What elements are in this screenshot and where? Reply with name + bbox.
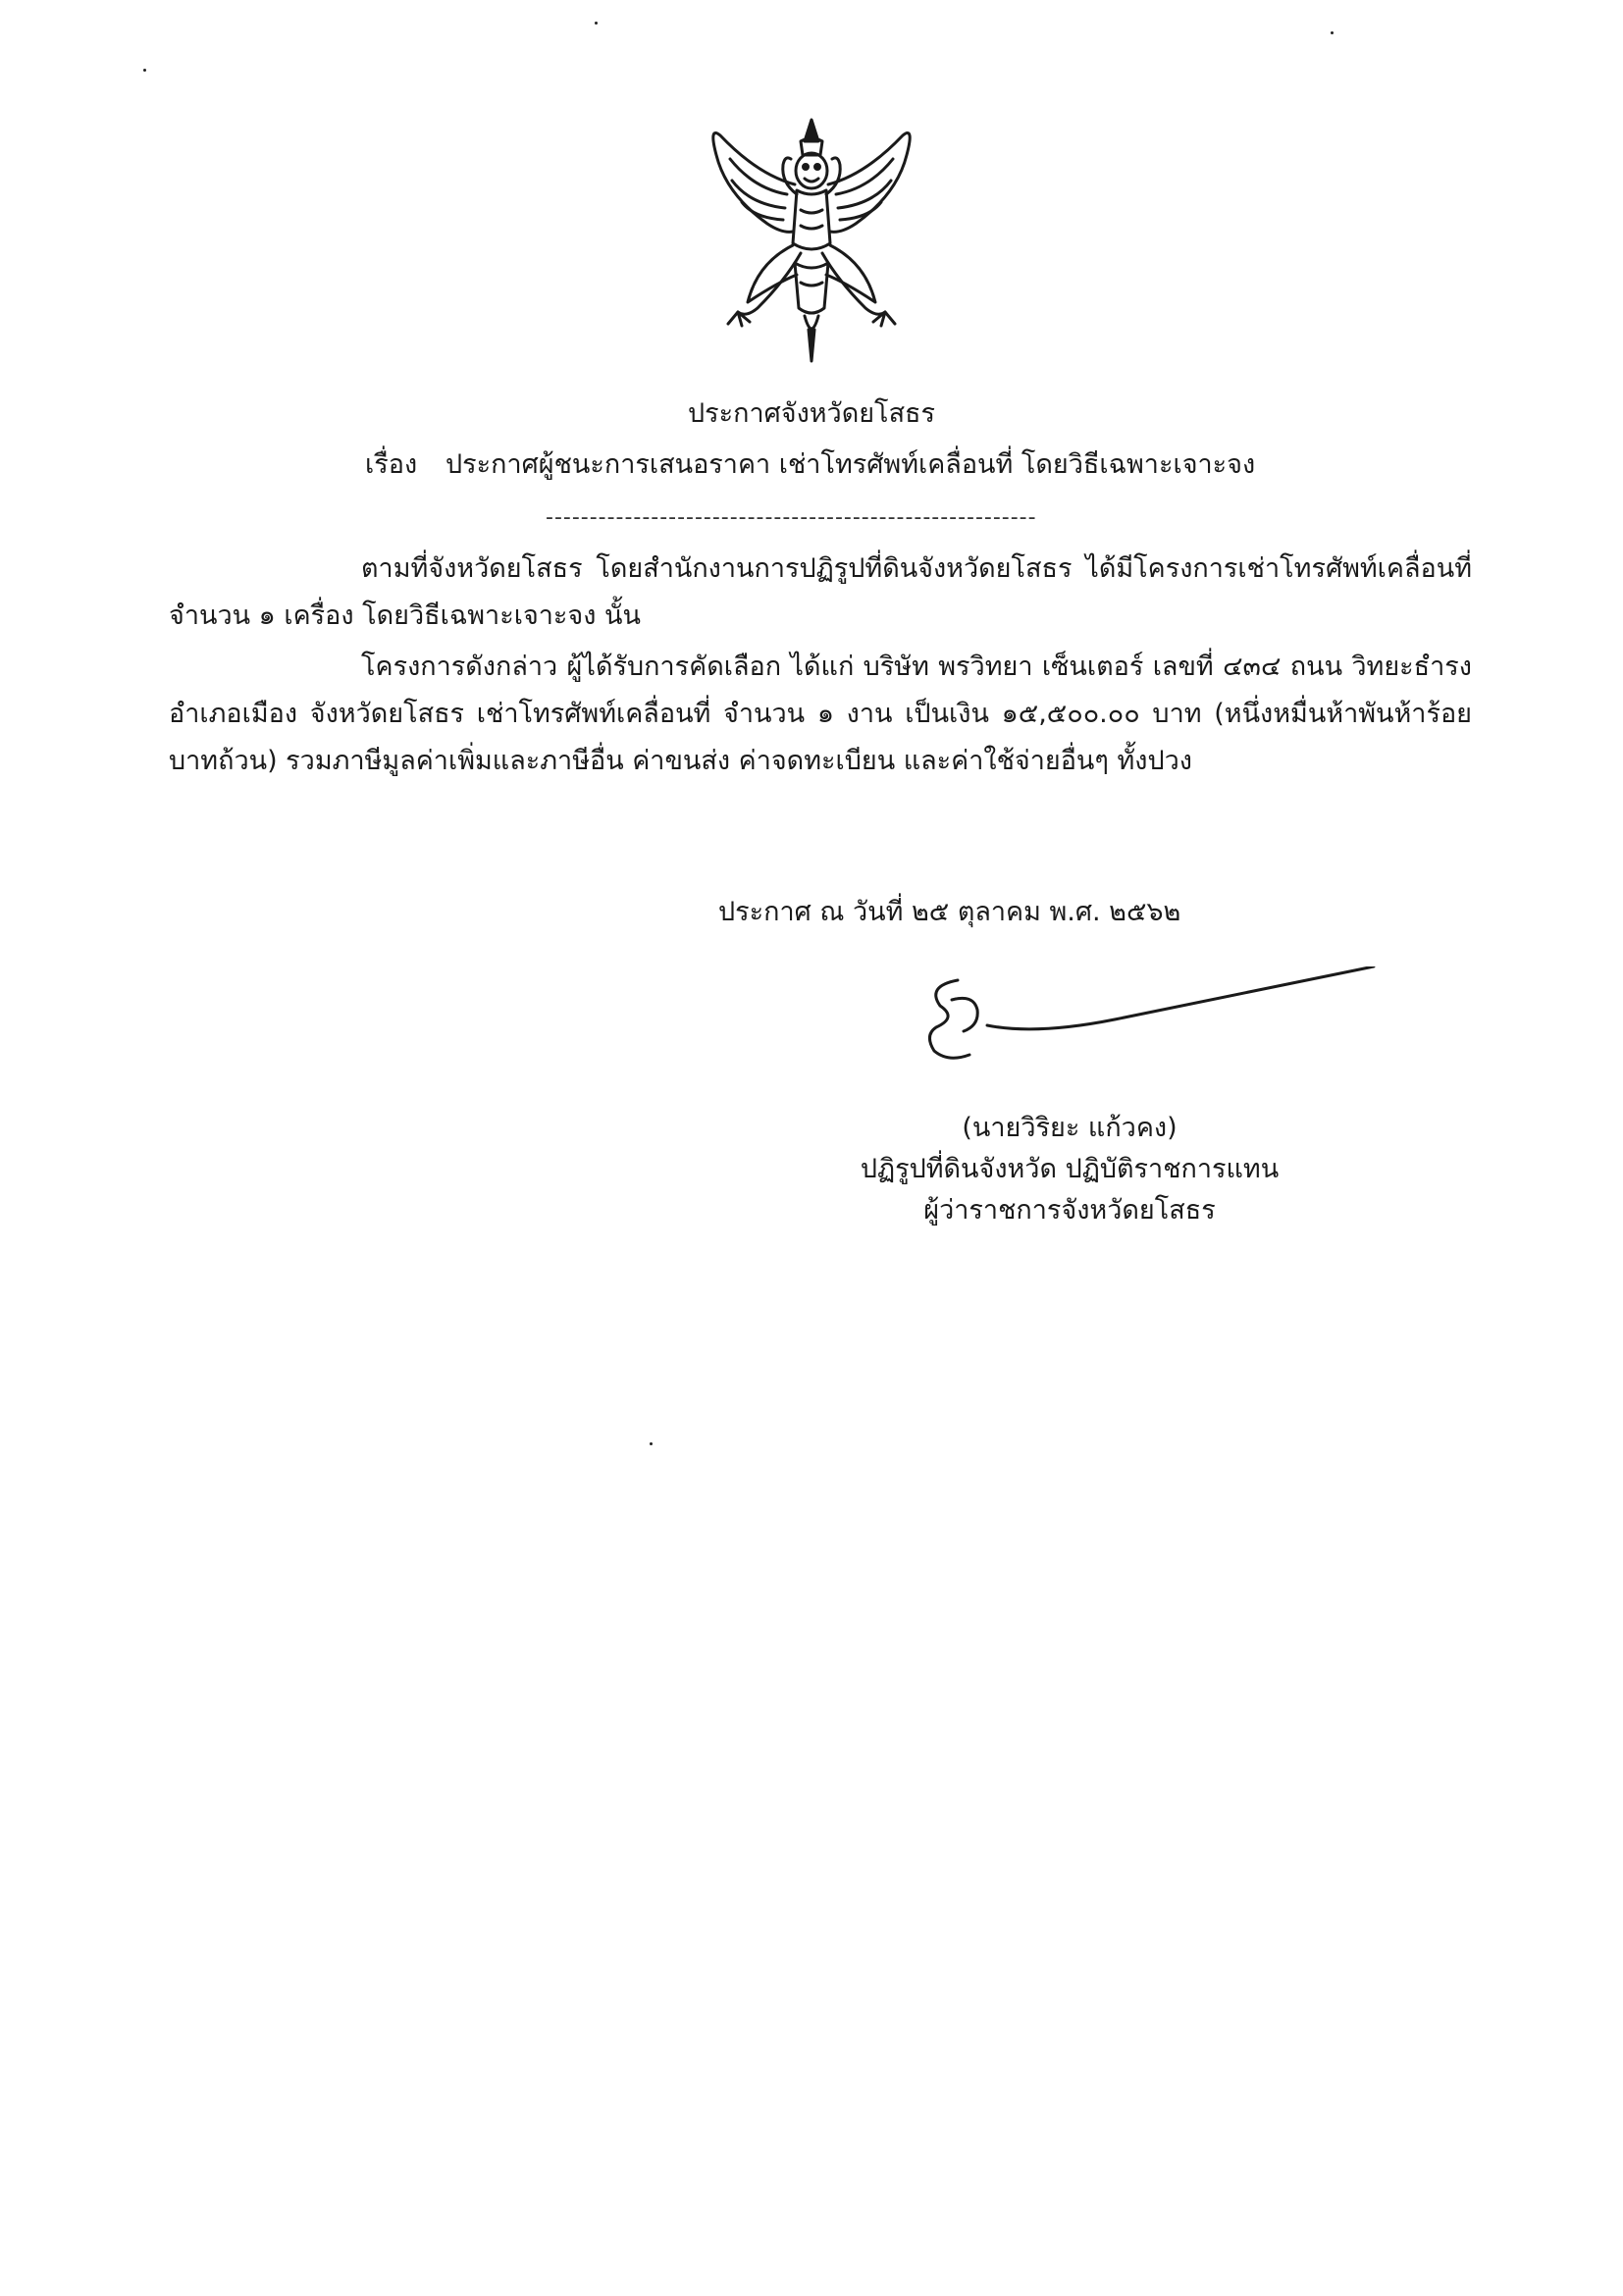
scan-speck: [595, 22, 598, 25]
signer-name: (นายวิริยะ แก้วคง): [962, 1113, 1178, 1143]
scan-speck: [1331, 31, 1334, 34]
signature-icon: [918, 966, 1389, 1074]
announcement-date: ประกาศ ณ วันที่ ๒๕ ตุลาคม พ.ศ. ๒๕๖๒: [718, 897, 1181, 927]
subject-label: เรื่อง: [365, 449, 418, 480]
divider-line: --------------------------------------------------------: [546, 505, 1037, 530]
garuda-emblem-icon: [699, 116, 924, 369]
subject-line: [365, 445, 1255, 485]
body-paragraph-1: ตามที่จังหวัดยโสธร โดยสำนักงานการปฏิรูปที่ดินจังหวัดยโสธร ได้มีโครงการเช่าโทรศัพท์เคลื่อนที่ จำนวน ๑ เครื่อง โดยวิธีเฉพาะเจาะจง นั้น: [169, 553, 1472, 631]
document-title: ประกาศจังหวัดยโสธร: [687, 398, 936, 429]
scan-speck: [143, 69, 146, 72]
subject-text: ประกาศผู้ชนะการเสนอราคา เช่าโทรศัพท์เคลื่อนที่ โดยวิธีเฉพาะเจาะจง: [445, 449, 1256, 480]
signer-position-1: ปฏิรูปที่ดินจังหวัด ปฏิบัติราชการแทน: [860, 1154, 1280, 1184]
signer-position-2: ผู้ว่าราชการจังหวัดยโสธร: [923, 1195, 1216, 1226]
scan-speck: [650, 1442, 653, 1445]
body-paragraph-2: โครงการดังกล่าว ผู้ได้รับการคัดเลือก ได้แก่ บริษัท พรวิทยา เซ็นเตอร์ เลขที่ ๔๓๔ ถนน วิทยะธำรง อำเภอเมือง จังหวัดยโสธร เช่าโทรศัพท์เคลื่อนที่ จำนวน ๑ งาน เป็นเงิน ๑๕,๕๐๐.๐๐ บาท (หนึ่งหมื่นห้าพันห้าร้อยบาทถ้วน) รวมภาษีมูลค่าเพิ่มและภาษีอื่น ค่าขนส่ง ค่าจดทะเบียน และค่าใช้จ่ายอื่นๆ ทั้งปวง: [169, 652, 1472, 776]
